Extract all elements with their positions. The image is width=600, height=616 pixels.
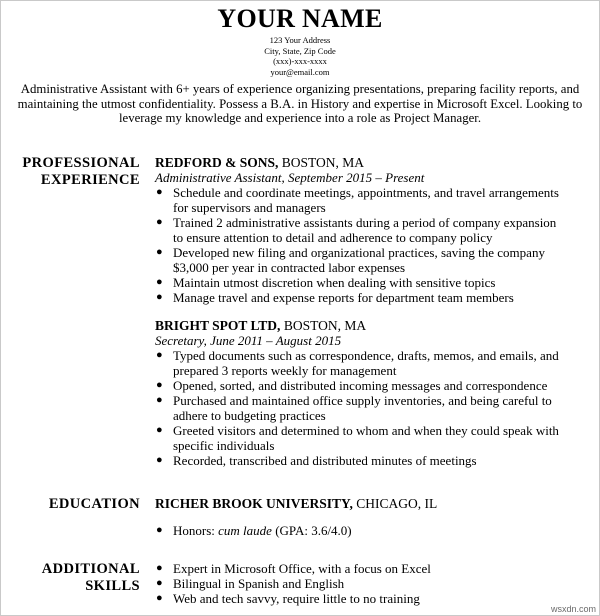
- experience-label-line1: PROFESSIONAL: [22, 155, 140, 171]
- phone-line: (xxx)-xxx-xxxx: [273, 56, 327, 66]
- skills-bullets: [155, 561, 565, 606]
- education-section-label: EDUCATION: [48, 496, 140, 512]
- bullet-icon: ●: [156, 379, 163, 391]
- job-header: [155, 155, 364, 171]
- job-header: [155, 318, 366, 334]
- list-item: ● Typed documents such as correspondence, drafts, memos, and emails, and prepared 3 reports weekly for management: [156, 348, 559, 378]
- resume-name: YOUR NAME: [217, 4, 383, 33]
- school-name: RICHER BROOK UNIVERSITY,: [155, 496, 353, 511]
- bullet-icon: ●: [156, 592, 163, 604]
- company-name: REDFORD & SONS,: [155, 155, 279, 170]
- experience-section-label: [0, 155, 140, 189]
- bullet-icon: ●: [156, 454, 163, 466]
- list-item: ● Developed new filing and organizational practices, saving the company $3,000 per year in contracted labor expenses: [156, 245, 545, 275]
- list-item: ● Manage travel and expense reports for department team members: [156, 290, 514, 305]
- list-item: ● Purchased and maintained office supply inventories, and being careful to adhere to budgeting practices: [156, 393, 552, 423]
- list-item: ● Maintain utmost discretion when dealing with sensitive topics: [156, 275, 496, 290]
- list-item: ● Greeted visitors and determined to whom and when they could speak with specific individuals: [156, 423, 559, 453]
- bullet-icon: ●: [156, 216, 163, 228]
- skills-label-line2: SKILLS: [85, 578, 140, 594]
- job-bullets: [155, 185, 565, 305]
- education-header: [155, 496, 437, 512]
- skills-label-line1: ADDITIONAL: [41, 561, 140, 577]
- company-location: BOSTON, MA: [280, 318, 367, 333]
- bullet-icon: ●: [156, 394, 163, 406]
- list-item: ● Bilingual in Spanish and English: [156, 576, 345, 591]
- contact-block: [0, 35, 600, 77]
- bullet-icon: ●: [156, 276, 163, 288]
- school-location: CHICAGO, IL: [352, 496, 438, 511]
- skills-section-label: [0, 561, 140, 595]
- list-item: ● Trained 2 administrative assistants during a period of company expansion to ensure attention to detail and adherence to company policy: [156, 215, 557, 245]
- summary-paragraph: Administrative Assistant with 6+ years of experience organizing presentations, preparing facility reports, and maintaining the utmost confidentiality. Possess a B.A. in History and expertise in Microsoft Excel. Looking to leverage my knowledge and experience into a role as Project Manager.: [17, 82, 583, 125]
- city-line: City, State, Zip Code: [264, 45, 336, 56]
- email-line: your@email.com: [270, 66, 330, 77]
- watermark: wsxdn.com: [550, 604, 596, 614]
- bullet-icon: ●: [156, 349, 163, 361]
- job-title: Administrative Assistant, September 2015 – Present: [155, 170, 425, 185]
- experience-label-line2: EXPERIENCE: [40, 172, 140, 188]
- job-bullets: [155, 348, 565, 468]
- list-item: ● Honors: cum laude (GPA: 3.6/4.0): [156, 523, 352, 538]
- bullet-icon: ●: [156, 577, 163, 589]
- list-item: ● Expert in Microsoft Office, with a focus on Excel: [156, 561, 431, 576]
- bullet-icon: ●: [156, 291, 163, 303]
- company-location: BOSTON, MA: [278, 155, 365, 170]
- company-name: BRIGHT SPOT LTD,: [155, 318, 281, 333]
- bullet-icon: ●: [156, 186, 163, 198]
- address-line: 123 Your Address: [269, 35, 331, 45]
- education-bullets: [155, 523, 565, 538]
- job-title: Secretary, June 2011 – August 2015: [155, 333, 342, 348]
- list-item: ● Opened, sorted, and distributed incoming messages and correspondence: [156, 378, 548, 393]
- bullet-icon: ●: [156, 246, 163, 258]
- list-item: ● Recorded, transcribed and distributed minutes of meetings: [156, 453, 477, 468]
- bullet-icon: ●: [156, 424, 163, 436]
- list-item: ● Schedule and coordinate meetings, appointments, and travel arrangements for supervisors and managers: [156, 185, 559, 215]
- bullet-icon: ●: [156, 562, 163, 574]
- list-item: ● Web and tech savvy, require little to no training: [156, 591, 420, 606]
- bullet-icon: ●: [156, 524, 163, 536]
